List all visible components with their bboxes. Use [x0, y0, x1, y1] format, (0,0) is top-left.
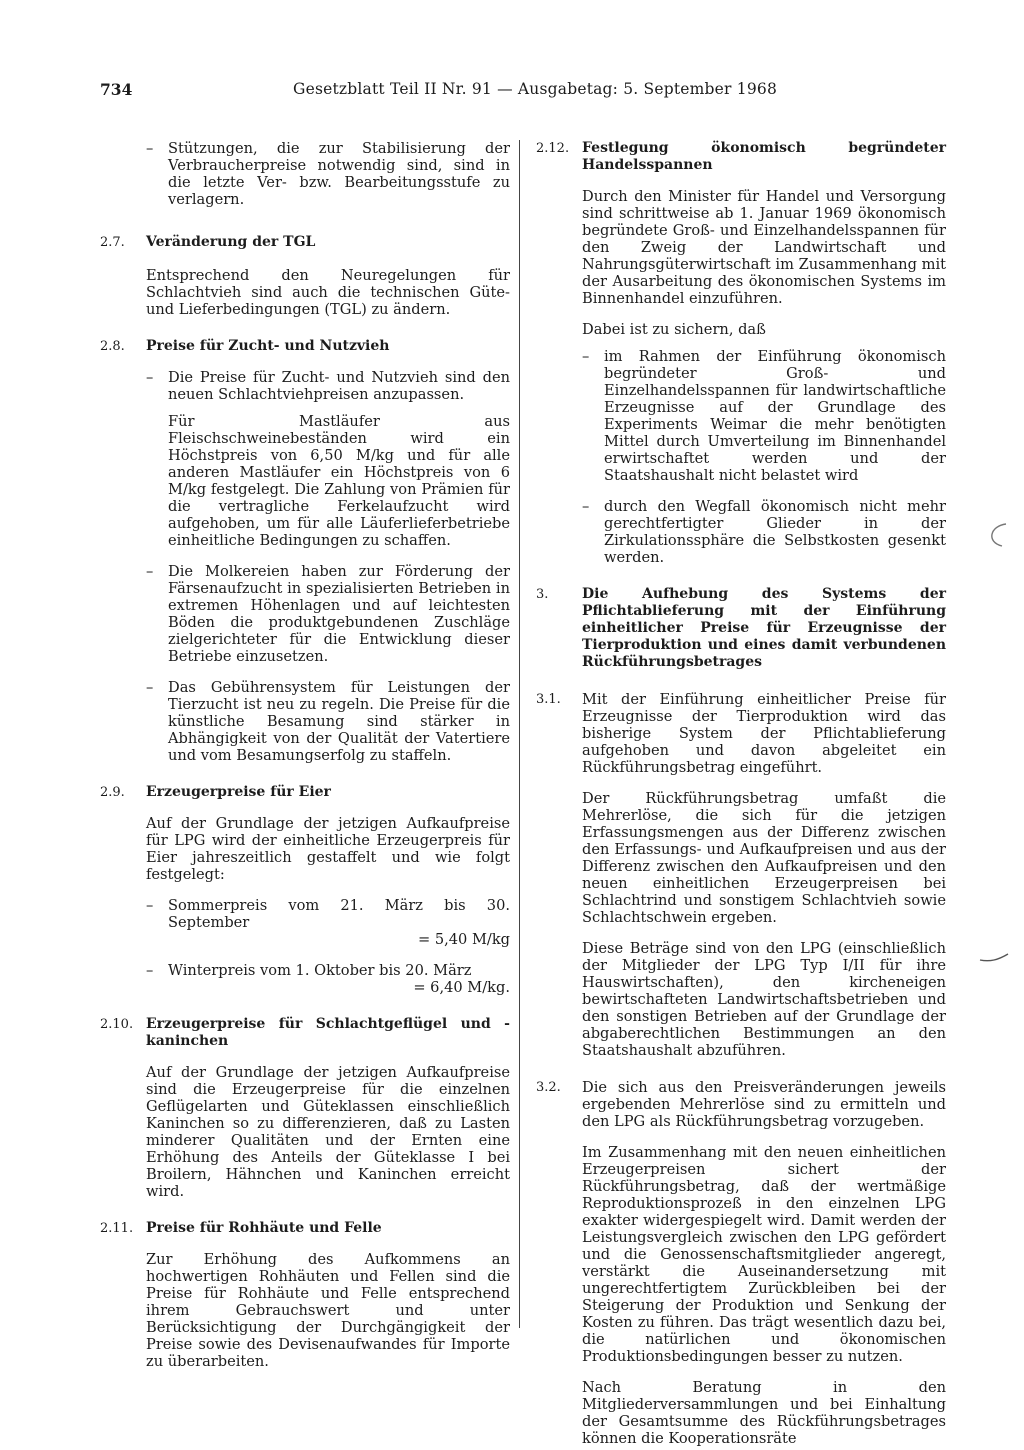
dash-item: – Die Molkereien haben zur Förderung der Färsenaufzucht in spezialisierten Betrieben in extremen Höhenlagen und auf leichtesten Böden die produktgebundenen Zuschläge zielgerichteter für die Entwicklung dieser Betriebe einzusetzen. — [100, 563, 510, 665]
paragraph: Für Mastläufer aus Fleischschweinebeständen wird ein Höchstpreis von 6,50 M/kg und für alle anderen Mastläufer ein Höchstpreis von 6 M/kg festgelegt. Die Zahlung von Prämien für die vertragliche Ferkelaufzucht wird aufgehoben, um für alle Läuferlieferbetriebe einheitliche Bedingungen zu schaffen. — [168, 413, 510, 549]
section-title: Die Aufhebung des Systems der Pflichtablieferung mit der Einführung einheitlicher Preise für Erzeugnisse der Tierproduktion und eines damit verbundenen Rückführungsbetrages — [582, 586, 946, 670]
section-title: Veränderung der TGL — [146, 234, 316, 250]
dash-item: – Das Gebührensystem für Leistungen der Tierzucht ist neu zu regeln. Die Preise für die künstliche Besamung sind stärker in Abhängigkeit von der Qualität der Vatertiere und vom Besamungserfolg zu staffeln. — [100, 679, 510, 764]
dash-item: – im Rahmen der Einführung ökonomisch begründeter Groß- und Einzelhandelsspannen für landwirtschaftliche Erzeugnisse auf der Grundlage des Experiments Weimar die mehr benötigten Mittel durch Umverteilung im Binnenhandel erwirtschaftet werden und der Staatshaushalt nicht belastet wird — [582, 348, 946, 484]
section-title: Erzeugerpreise für Schlachtgeflügel und -kaninchen — [146, 1016, 510, 1049]
margin-mark-icon — [976, 948, 1016, 968]
paragraph: Durch den Minister für Handel und Versorgung sind schrittweise ab 1. Januar 1969 ökonomisch begründete Groß- und Einzelhandelsspannen für den Zweig der Landwirtschaft und Nahrungsgüterwirtschaft im Zusammenhang mit der Ausarbeitung des ökonomischen Systems im Binnenhandel einzuführen. — [582, 188, 946, 307]
page-number: 734 — [100, 80, 133, 99]
section-3-1 — [536, 691, 946, 1059]
section-3 — [536, 586, 946, 671]
section-2-10 — [100, 1016, 510, 1200]
paragraph: Der Rückführungsbetrag umfaßt die Mehrerlöse, die sich für die jetzigen Erfassungsmengen aus der Differenz zwischen den Erfassungs- und Aufkaufpreisen und aus der Differenz zwischen den Aufkaufpreisen und den neuen einheitlichen Erzeugerpreisen bei Schlachtrind und sonstigem Schlachtvieh sowie Schlachtschwein ergeben. — [582, 790, 946, 926]
dash-item: – durch den Wegfall ökonomisch nicht mehr gerechtfertigter Glieder in der Zirkulationssphäre die Selbstkosten gesenkt werden. — [582, 498, 946, 566]
section-2-12 — [536, 140, 946, 566]
margin-mark-icon — [976, 516, 1016, 556]
paragraph: Die sich aus den Preisveränderungen jeweils ergebenden Mehrerlöse sind zu ermitteln und den LPG als Rückführungsbetrag vorzugeben. — [582, 1079, 946, 1130]
dash-item: – Winterpreis vom 1. Oktober bis 20. März — [100, 962, 510, 979]
section-number: 3.1. — [536, 692, 561, 707]
paragraph: Auf der Grundlage der jetzigen Aufkaufpreise sind die Erzeugerpreise für die einzelnen Geflügelarten und Güteklassen einschließlich Kaninchen so zu differenzieren, daß zu Lasten minderer Qualitäten und der Ernten eine Erhöhung des Anteils der Güteklasse I bei Broilern, Hähnchen und Kaninchen erreicht wird. — [146, 1064, 510, 1200]
section-number: 2.11. — [100, 1221, 134, 1236]
section-number: 2.9. — [100, 785, 125, 800]
right-column — [536, 140, 946, 1447]
paragraph: Zur Erhöhung des Aufkommens an hochwertigen Rohhäuten und Fellen sind die Preise für Rohhäute und Felle entsprechend ihrem Gebrauchswert und unter Berücksichtigung der Durchgängigkeit der Preise sowie des Devisenaufwandes für Importe zu überarbeiten. — [146, 1251, 510, 1370]
section-number: 2.10. — [100, 1017, 134, 1032]
dash-item: – Sommerpreis vom 21. März bis 30. September — [100, 897, 510, 931]
section-2-8 — [100, 338, 510, 764]
paragraph: Entsprechend den Neuregelungen für Schlachtvieh sind auch die technischen Güte- und Lieferbedingungen (TGL) zu ändern. — [146, 267, 510, 318]
section-number: 3. — [536, 587, 549, 602]
header-title: Gesetzblatt Teil II Nr. 91 — Ausgabetag: 5. September 1968 — [293, 80, 778, 98]
column-divider — [519, 140, 520, 1328]
section-number: 2.12. — [536, 141, 570, 156]
page-header — [100, 80, 953, 104]
dash-item: – Die Preise für Zucht- und Nutzvieh sind den neuen Schlachtviehpreisen anzupassen. — [100, 369, 510, 403]
paragraph: Mit der Einführung einheitlicher Preise für Erzeugnisse der Tierproduktion wird das bisherige System der Pflichtablieferung aufgehoben und davon abgeleitet ein Rückführungsbetrag eingeführt. — [582, 691, 946, 776]
section-number: 2.7. — [100, 235, 125, 250]
section-title: Erzeugerpreise für Eier — [146, 784, 331, 800]
paragraph: Im Zusammenhang mit den neuen einheitlichen Erzeugerpreisen sichert der Rückführungsbetrag, daß der wertmäßige Reproduktionsprozeß in den einzelnen LPG exakter widergespiegelt wird. Damit werden der Leistungsvergleich zwischen den LPG gefördert und die Genossenschaftsmitglieder angeregt, verstärkt die Auseinandersetzung mit ungerechtfertigtem Zurückbleiben bei der Steigerung der Produktion und Senkung der Kosten zu führen. Das trägt wesentlich dazu bei, die natürlichen und ökonomischen Produktionsbedingungen besser zu nutzen. — [582, 1144, 946, 1365]
dash-list — [582, 348, 946, 566]
section-number: 3.2. — [536, 1080, 561, 1095]
section-2-11 — [100, 1220, 510, 1370]
section-2-7 — [100, 234, 510, 318]
left-column — [100, 140, 510, 1370]
paragraph: Diese Beträge sind von den LPG (einschließlich der Mitglieder der LPG Typ I/II für ihre Hauswirtschaften), den kircheneigen bewirtschafteten Landwirtschaftsbetrieben und den sonstigen Betrieben auf der Grundlage der abgaberechtlichen Bestimmungen an den Staatshaushalt abzuführen. — [582, 940, 946, 1059]
section-title: Preise für Zucht- und Nutzvieh — [146, 338, 390, 354]
intro-dash-item: – Stützungen, die zur Stabilisierung der Verbraucherpreise notwendig sind, sind in die letzte Ver- bzw. Bearbeitungsstufe zu verlagern. — [100, 140, 510, 208]
paragraph: Nach Beratung in den Mitgliederversammlungen und bei Einhaltung der Gesamtsumme des Rückführungsbetrages können die Kooperationsräte — [582, 1379, 946, 1447]
section-title: Preise für Rohhäute und Felle — [146, 1220, 382, 1236]
section-title: Festlegung ökonomisch begründeter Handelsspannen — [582, 140, 946, 173]
section-3-2 — [536, 1079, 946, 1447]
paragraph: Dabei ist zu sichern, daß — [582, 321, 766, 338]
paragraph: Auf der Grundlage der jetzigen Aufkaufpreise für LPG wird der einheitliche Erzeugerpreis für Eier jahreszeitlich gestaffelt und wie folgt festgelegt: — [146, 815, 510, 883]
price-value: = 5,40 M/kg — [417, 931, 510, 948]
section-number: 2.8. — [100, 339, 125, 354]
price-value: = 6,40 M/kg. — [413, 979, 510, 996]
section-2-9 — [100, 784, 510, 996]
